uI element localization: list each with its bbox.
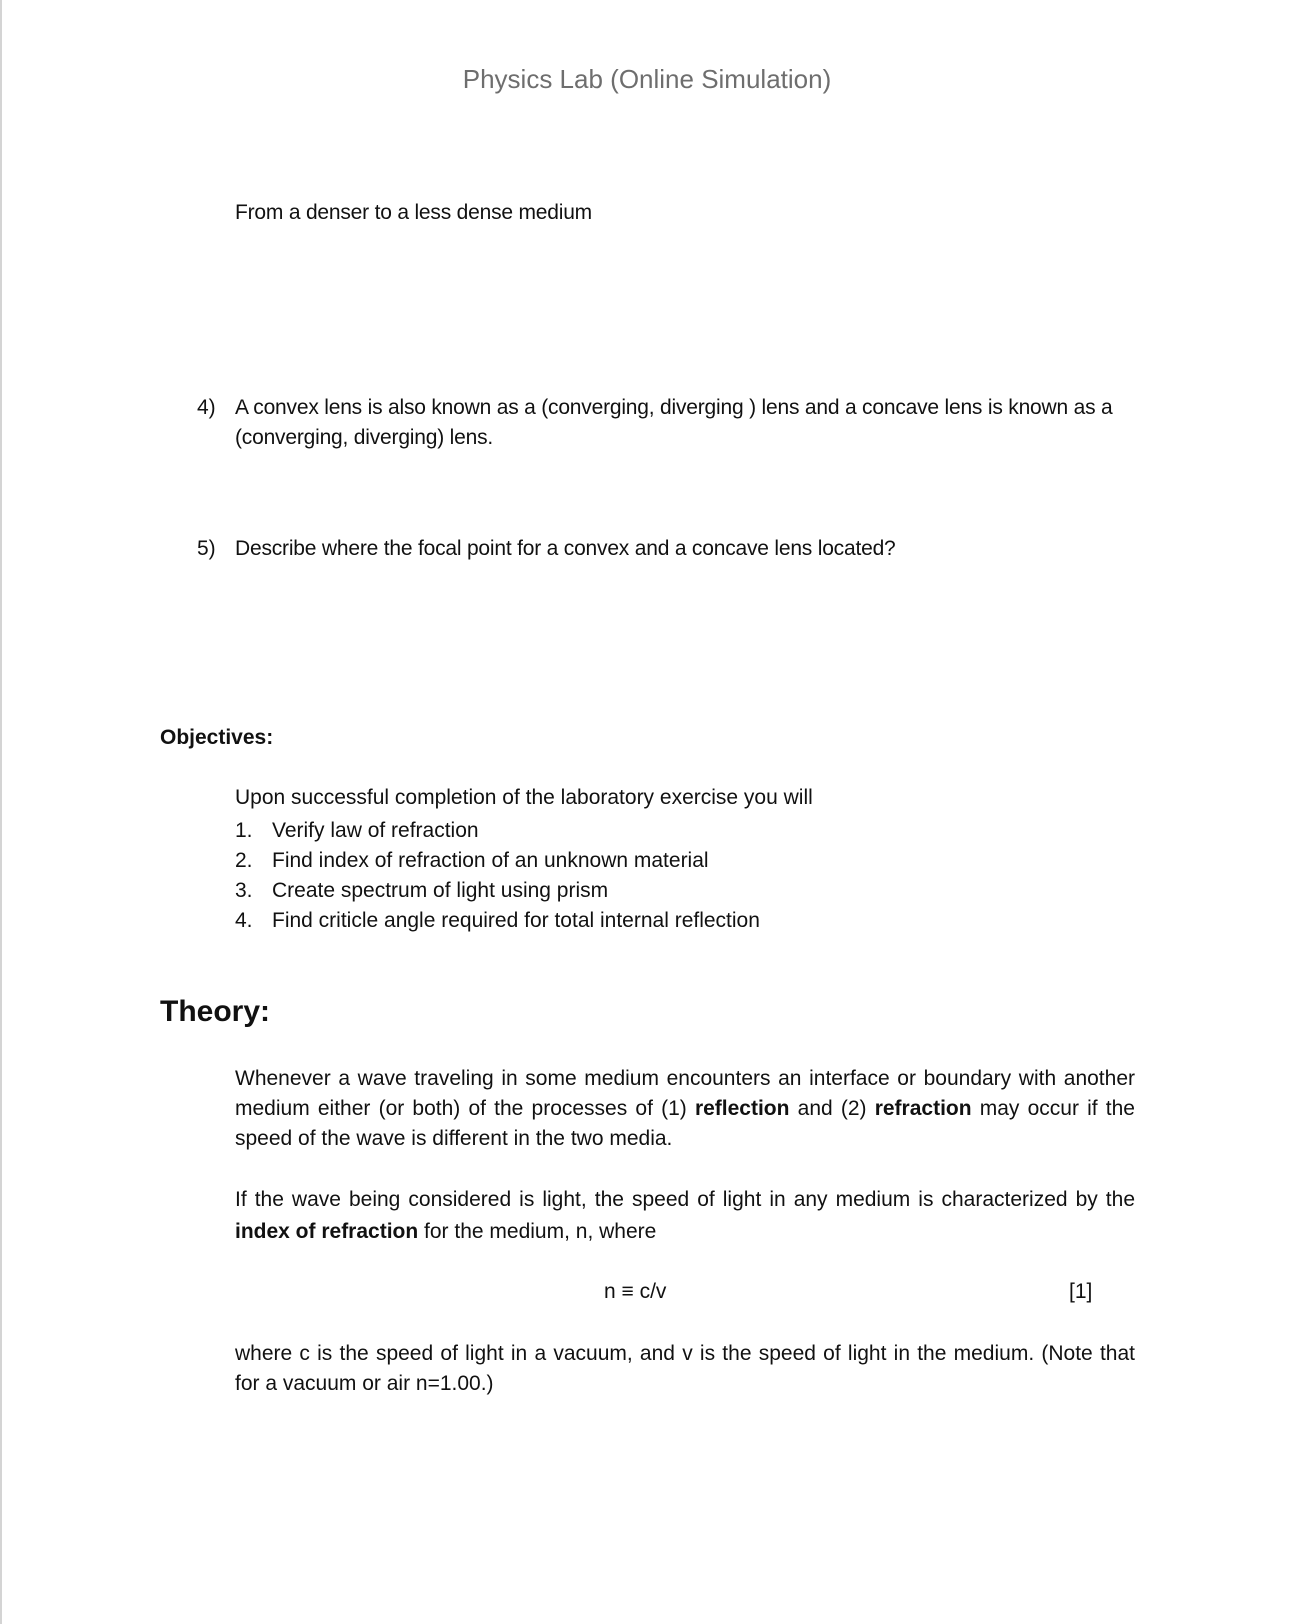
objectives-list [235, 816, 760, 936]
objectives-intro: Upon successful completion of the laboratory exercise you will [235, 786, 813, 809]
question-text: Describe where the focal point for a convex and a concave lens located? [235, 537, 896, 560]
page-header: Physics Lab (Online Simulation) [462, 64, 832, 94]
theory-paragraph-3: where c is the speed of light in a vacuum, and v is the speed of light in the medium. (Note that for a vacuum or air n=1.00.) [235, 1342, 1135, 1395]
list-item [235, 906, 760, 936]
list-item [235, 876, 760, 906]
list-text: Find criticle angle required for total internal reflection [272, 909, 760, 932]
answer-text: From a denser to a less dense medium [235, 201, 592, 224]
paragraph-text: If the wave being considered is light, the speed of light in any medium is characterized by the [235, 1188, 1135, 1211]
paragraph-text: may occur if the speed of the wave is different in the two media. [235, 1097, 1135, 1150]
question-text: A convex lens is also known as a (converging, diverging ) lens and a concave lens is known as a [235, 396, 1113, 419]
paragraph-text: Whenever a wave traveling in some medium encounters an interface or boundary with another medium either (or both) of the processes of (1) [235, 1067, 1135, 1120]
paragraph-text: for the medium, n, where [418, 1220, 657, 1243]
theory-paragraph-1 [235, 1064, 1135, 1154]
theory-heading: Theory: [160, 995, 271, 1028]
bold-term: reflection [694, 1097, 790, 1120]
list-number: 2. [235, 849, 253, 872]
list-item [235, 846, 760, 876]
equation: n ≡ c/v [604, 1280, 667, 1303]
theory-paragraph-2 [235, 1184, 1135, 1248]
question-number: 5) [197, 537, 216, 560]
list-number: 1. [235, 819, 253, 842]
bold-term: index of refraction [235, 1220, 419, 1243]
paragraph-text: and (2) [789, 1097, 875, 1120]
list-text: Verify law of refraction [272, 819, 479, 842]
question-number: 4) [197, 396, 216, 419]
bold-term: refraction [874, 1097, 972, 1120]
list-text: Create spectrum of light using prism [272, 879, 609, 902]
objectives-heading: Objectives: [160, 726, 274, 749]
list-number: 4. [235, 909, 253, 932]
question-text-continued: (converging, diverging) lens. [235, 426, 494, 449]
list-item [235, 816, 760, 846]
list-number: 3. [235, 879, 253, 902]
list-text: Find index of refraction of an unknown material [272, 849, 709, 872]
equation-label: [1] [1069, 1280, 1093, 1303]
